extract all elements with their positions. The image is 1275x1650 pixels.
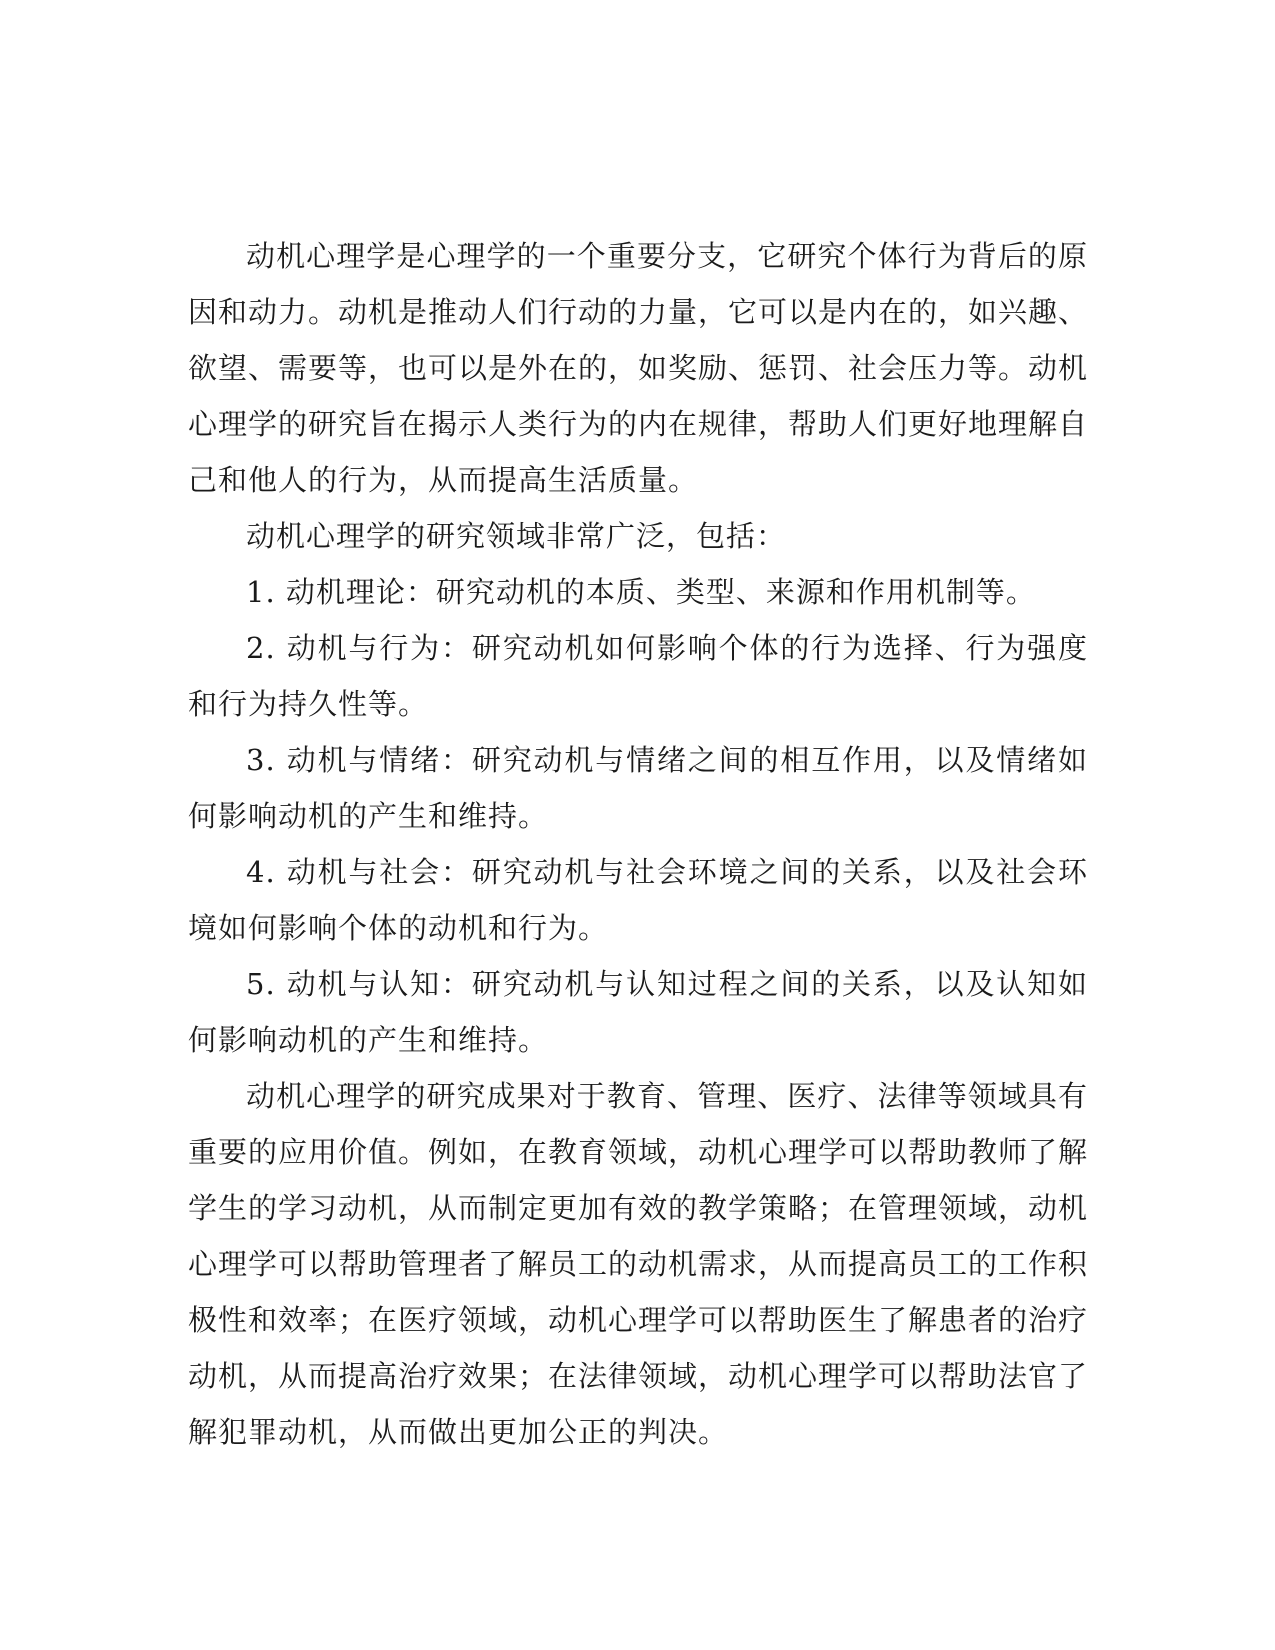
list-item-motivation-emotion: 3. 动机与情绪：研究动机与情绪之间的相互作用，以及情绪如何影响动机的产生和维持。 bbox=[188, 743, 1088, 833]
paragraph-applications: 动机心理学的研究成果对于教育、管理、医疗、法律等领域具有重要的应用价值。例如，在教育领域，动机心理学可以帮助教师了解学生的学习动机，从而制定更加有效的教学策略；在管理领域，动机心理学可以帮助管理者了解员工的动机需求，从而提高员工的工作积极性和效率；在医疗领域，动机心理学可以帮助医生了解患者的治疗动机，从而提高治疗效果；在法律领域，动机心理学可以帮助法官了解犯罪动机，从而做出更加公正的判决。 bbox=[188, 1079, 1089, 1449]
list-item-motivation-theory: 1. 动机理论：研究动机的本质、类型、来源和作用机制等。 bbox=[246, 575, 1036, 609]
paragraph-fields-intro: 动机心理学的研究领域非常广泛，包括： bbox=[246, 519, 787, 553]
paragraph-intro: 动机心理学是心理学的一个重要分支，它研究个体行为背后的原因和动力。动机是推动人们行动的力量，它可以是内在的，如兴趣、欲望、需要等，也可以是外在的，如奖励、惩罚、社会压力等。动机心理学的研究旨在揭示人类行为的内在规律，帮助人们更好地理解自己和他人的行为，从而提高生活质量。 bbox=[188, 239, 1089, 497]
document-body bbox=[188, 228, 1088, 1460]
list-item-motivation-cognition: 5. 动机与认知：研究动机与认知过程之间的关系，以及认知如何影响动机的产生和维持。 bbox=[188, 967, 1088, 1057]
title-area bbox=[500, 140, 740, 200]
list-item-motivation-society: 4. 动机与社会：研究动机与社会环境之间的关系，以及社会环境如何影响个体的动机和行为。 bbox=[188, 855, 1088, 945]
list-item-motivation-behavior: 2. 动机与行为：研究动机如何影响个体的行为选择、行为强度和行为持久性等。 bbox=[188, 631, 1088, 721]
